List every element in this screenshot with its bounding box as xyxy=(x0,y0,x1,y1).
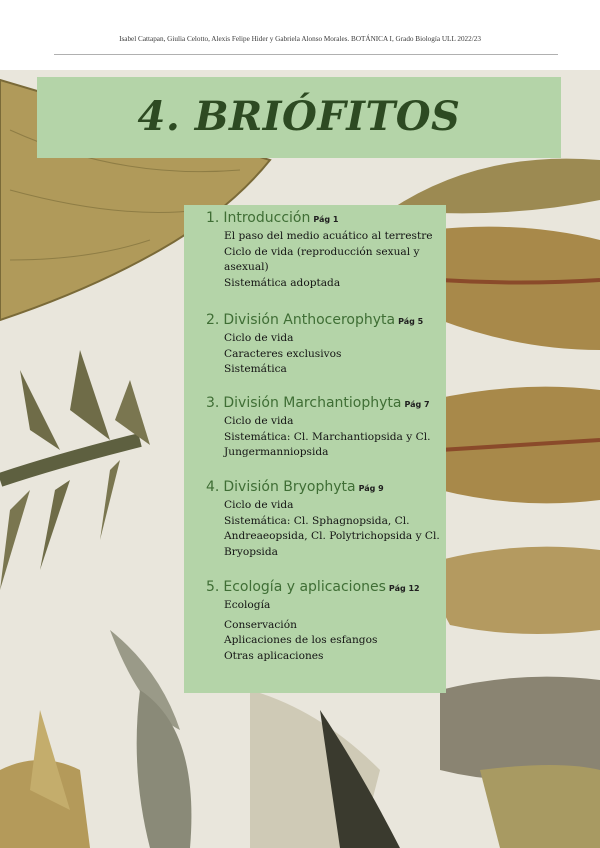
title-banner xyxy=(37,77,561,158)
header-citation: Isabel Cattapan, Giulia Celotto, Alexis Felipe Hider y Gabriela Alonso Morales. BOTÁNICA I, Grado Biología ULL 2022/23 xyxy=(119,35,481,43)
toc-section-heading[interactable] xyxy=(206,311,442,331)
toc-page-ref: Pág 12 xyxy=(388,584,420,593)
toc-section-number: 1. xyxy=(206,210,220,226)
toc-section-number: 4. xyxy=(206,479,220,495)
toc-page-ref: Pág 5 xyxy=(398,317,424,326)
toc-page-ref: Pág 1 xyxy=(313,215,339,224)
toc-item: Andreaeopsida, Cl. Polytrichopsida y Cl. xyxy=(224,530,440,542)
toc-section-heading[interactable] xyxy=(206,578,442,598)
toc-item: Sistemática: Cl. Marchantiopsida y Cl. xyxy=(224,430,431,443)
header-divider xyxy=(54,54,558,55)
toc-page-ref: Pág 9 xyxy=(358,484,384,493)
toc-section-4 xyxy=(206,478,442,560)
toc-section-5 xyxy=(206,578,442,664)
toc-section-heading[interactable] xyxy=(206,478,442,498)
toc-item: Otras aplicaciones xyxy=(224,649,324,662)
toc-item: Ecología xyxy=(224,599,271,611)
toc-item: Conservación xyxy=(224,618,297,631)
toc-item: Ciclo de vida xyxy=(224,415,294,427)
toc-item: Sistemática adoptada xyxy=(224,276,341,289)
toc-item: Sistemática: Cl. Sphagnopsida, Cl. xyxy=(224,514,410,527)
toc-page-ref: Pág 7 xyxy=(404,400,430,409)
toc-section-2 xyxy=(206,311,442,378)
toc-item: Aplicaciones de los esfangos xyxy=(224,634,378,646)
toc-item: Caracteres exclusivos xyxy=(224,347,342,360)
toc-section-number: 2. xyxy=(206,312,220,328)
toc-section-label: Introducción xyxy=(223,210,311,226)
page-header xyxy=(0,0,600,56)
toc-item: Ciclo de vida xyxy=(224,332,294,344)
toc-section-heading[interactable] xyxy=(206,394,442,414)
toc-section-heading[interactable] xyxy=(206,209,442,229)
toc-section-label: División Marchantiophyta xyxy=(223,395,402,411)
toc-item: Bryopsida xyxy=(224,545,278,558)
toc-item: Sistemática xyxy=(224,363,287,375)
page-title: 4. BRIÓFITOS xyxy=(137,93,461,140)
toc-item: Jungermanniopsida xyxy=(224,446,329,458)
toc-item: Ciclo de vida (reproducción sexual y xyxy=(224,245,420,258)
toc-item: Ciclo de vida xyxy=(224,499,294,511)
table-of-contents xyxy=(184,205,446,693)
toc-item: El paso del medio acuático al terrestre xyxy=(224,230,433,242)
toc-section-label: División Anthocerophyta xyxy=(223,312,396,328)
toc-item: asexual) xyxy=(224,261,269,273)
toc-section-3 xyxy=(206,394,442,461)
toc-section-number: 3. xyxy=(206,395,220,411)
toc-section-number: 5. xyxy=(206,579,220,595)
toc-section-1 xyxy=(206,209,442,291)
toc-section-label: Ecología y aplicaciones xyxy=(223,579,386,595)
toc-section-label: División Bryophyta xyxy=(223,479,356,495)
